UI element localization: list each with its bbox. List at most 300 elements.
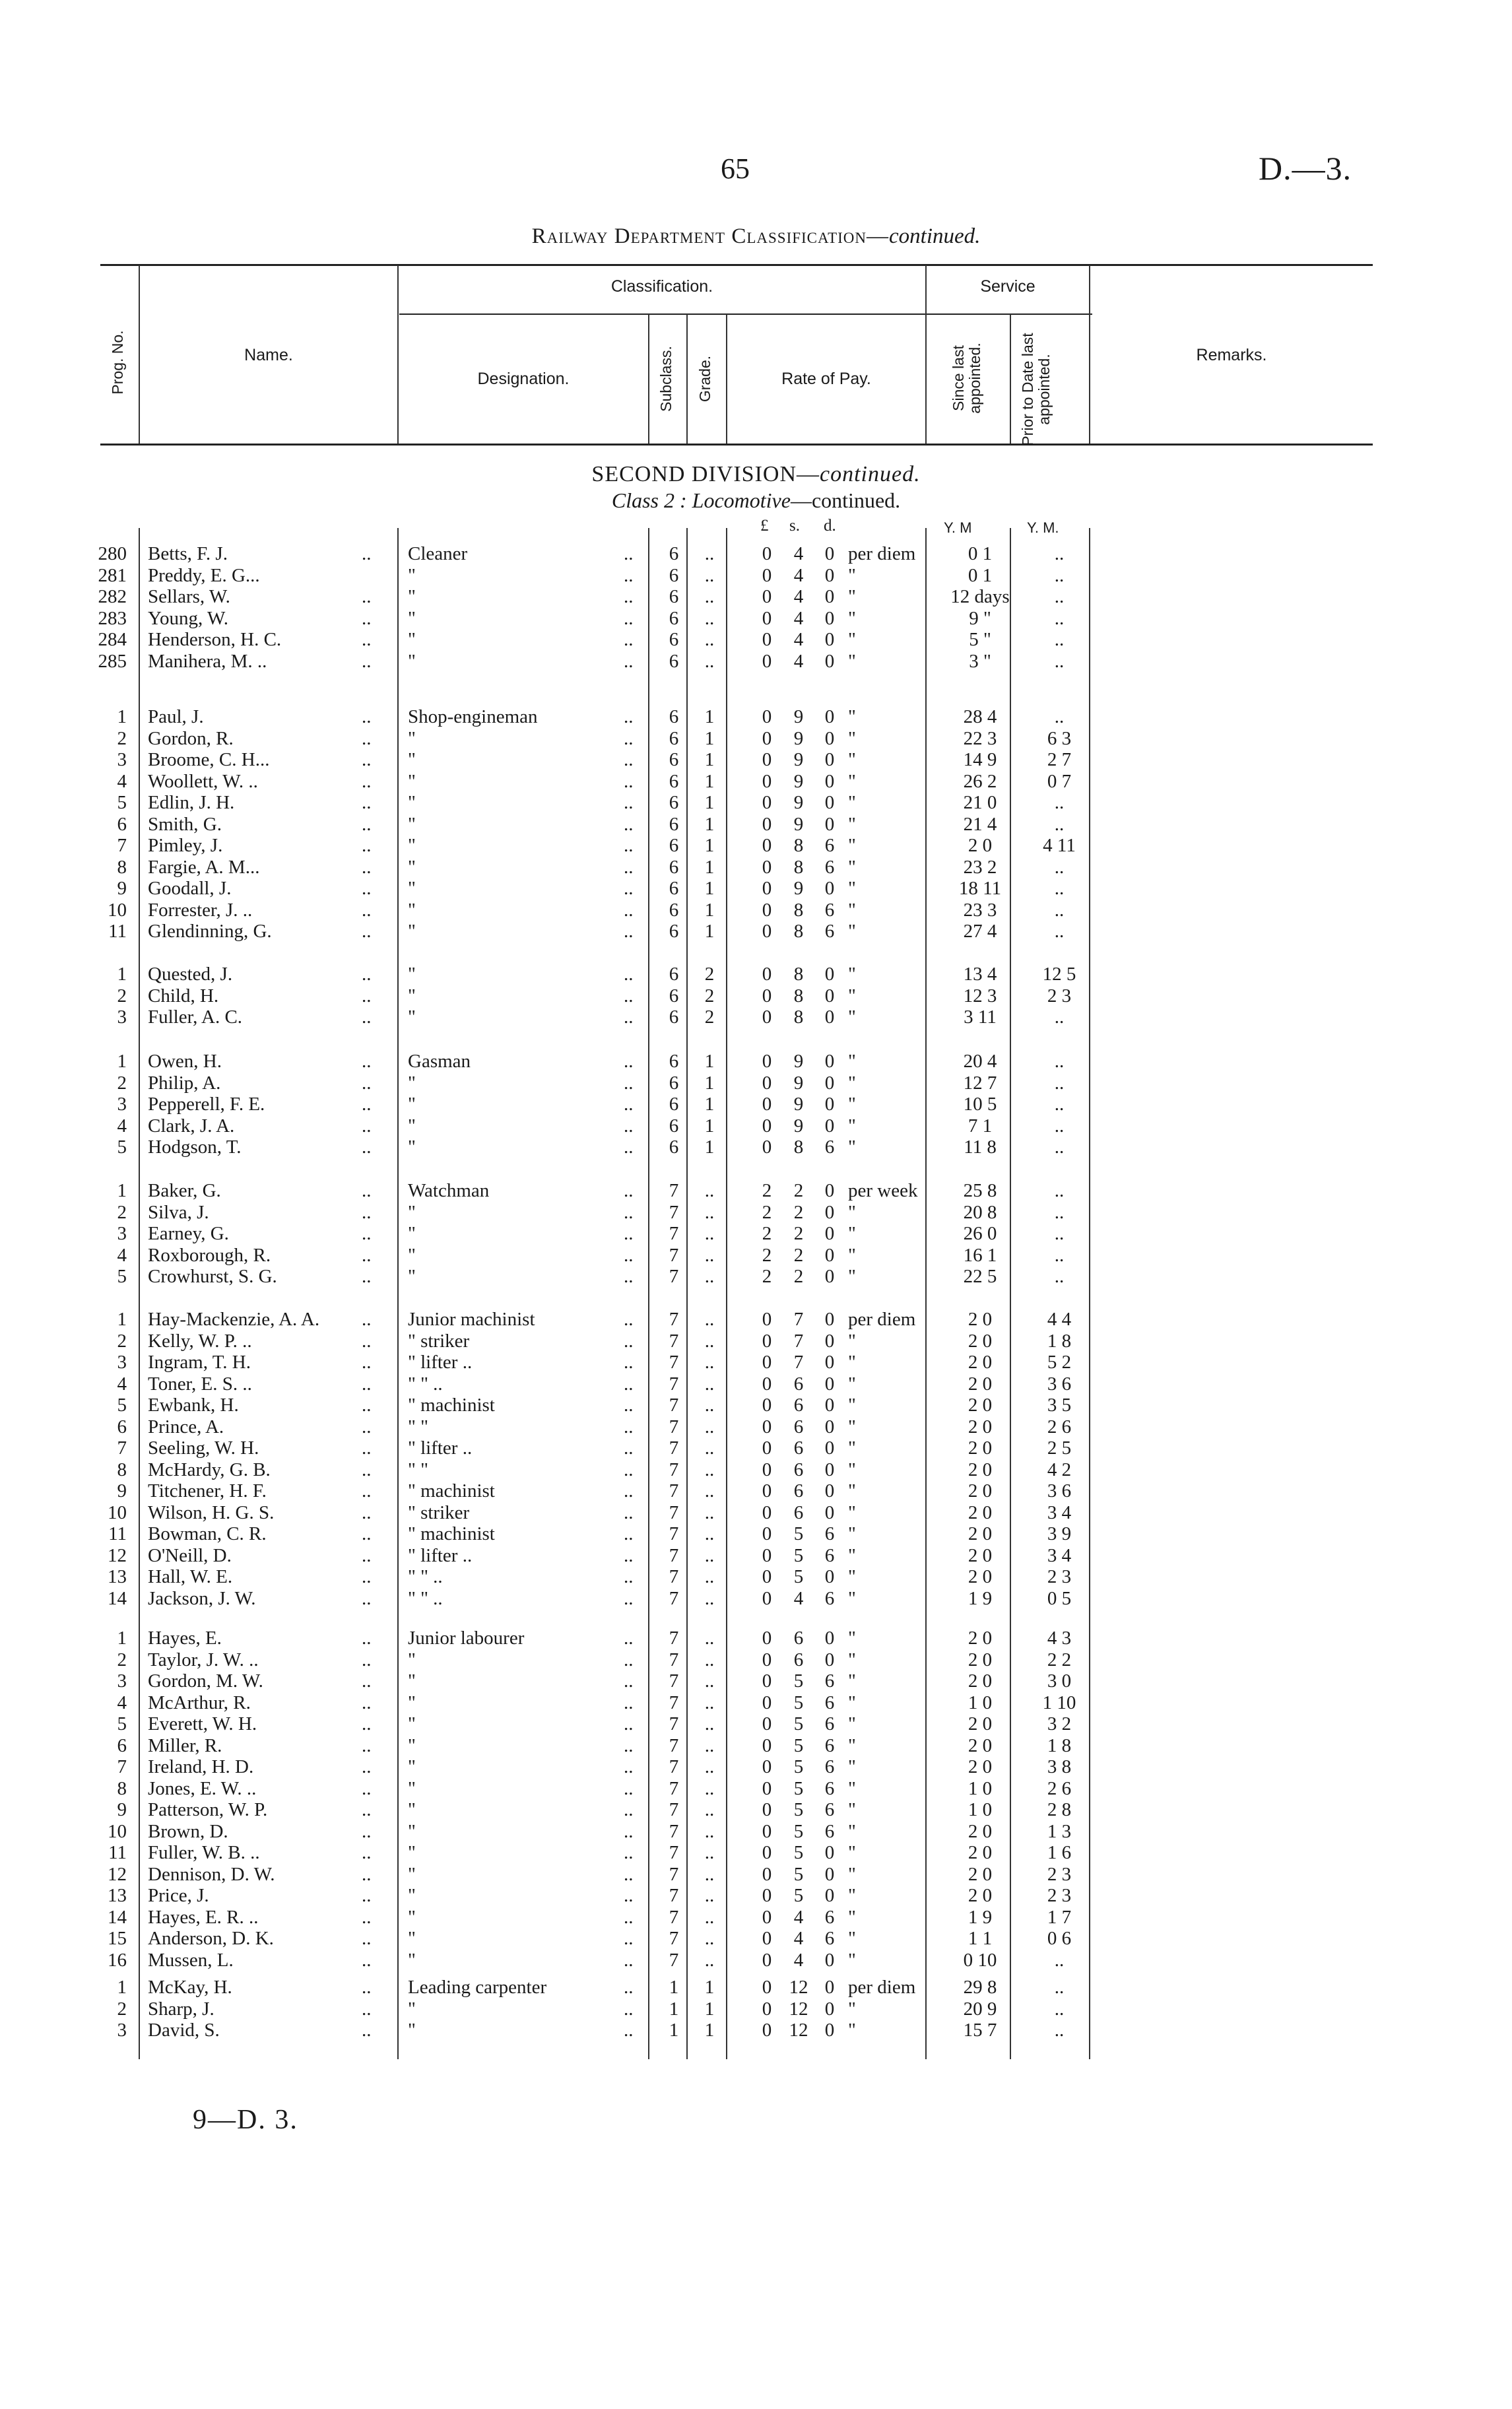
table-row bbox=[0, 1115, 1512, 1137]
subclass: 7 bbox=[669, 1416, 679, 1437]
pay-period: " bbox=[848, 1437, 856, 1459]
grade: .. bbox=[704, 1863, 715, 1885]
designation-leader: .. bbox=[624, 1094, 634, 1115]
designation: " bbox=[408, 1713, 416, 1734]
prog-no: 1 bbox=[117, 1180, 127, 1201]
table-row bbox=[0, 1588, 1512, 1609]
pay-pence: 0 bbox=[824, 727, 835, 749]
designation: " striker bbox=[408, 1330, 470, 1352]
grade: 2 bbox=[704, 964, 715, 985]
designation: " lifter .. bbox=[408, 1544, 473, 1566]
pay-pounds: 0 bbox=[762, 706, 772, 727]
name: McArthur, R. bbox=[148, 1692, 251, 1713]
pay-pence: 6 bbox=[824, 1928, 835, 1949]
designation-leader: .. bbox=[624, 792, 634, 813]
designation-leader: .. bbox=[624, 878, 634, 899]
service-since-last: 22 5 bbox=[963, 1266, 997, 1287]
pay-shillings: 12 bbox=[789, 2020, 808, 2041]
pay-pence: 0 bbox=[824, 1998, 835, 2020]
designation: " bbox=[408, 629, 416, 650]
designation-leader: .. bbox=[624, 1137, 634, 1158]
subclass: 7 bbox=[669, 1373, 679, 1395]
pay-pounds: 0 bbox=[762, 792, 772, 813]
grade: 1 bbox=[704, 1977, 715, 1998]
col-header-since-last: Since last appointed. bbox=[950, 343, 983, 414]
service-prior: 1 7 bbox=[1047, 1906, 1072, 1928]
pay-period: " bbox=[848, 964, 856, 985]
pay-shillings: 5 bbox=[793, 1713, 804, 1734]
service-since-last: 2 0 bbox=[968, 1309, 993, 1330]
name: Fargie, A. M... bbox=[148, 856, 260, 878]
pay-shillings: 9 bbox=[793, 1115, 804, 1137]
pay-shillings: 4 bbox=[793, 564, 804, 586]
pay-period: " bbox=[848, 1820, 856, 1842]
prog-no: 5 bbox=[117, 1713, 127, 1734]
pay-shillings: 5 bbox=[793, 1820, 804, 1842]
table-row bbox=[0, 1842, 1512, 1863]
designation-leader: .. bbox=[624, 1649, 634, 1670]
service-since-last: 2 0 bbox=[968, 1628, 993, 1649]
service-since-last: 2 0 bbox=[968, 1842, 993, 1863]
subclass: 6 bbox=[669, 835, 679, 856]
name-leader: .. bbox=[362, 1244, 372, 1266]
pay-shillings: 5 bbox=[793, 1566, 804, 1587]
pay-pence: 0 bbox=[824, 1885, 835, 1906]
prog-no: 282 bbox=[98, 586, 127, 607]
designation: " bbox=[408, 1223, 416, 1244]
name: Glendinning, G. bbox=[148, 921, 272, 942]
service-prior: 2 3 bbox=[1047, 1863, 1072, 1885]
grade: .. bbox=[704, 1906, 715, 1928]
table-row bbox=[0, 792, 1512, 813]
pay-pence: 0 bbox=[824, 1330, 835, 1352]
designation-leader: .. bbox=[624, 899, 634, 921]
name: Woollett, W. .. bbox=[148, 770, 258, 792]
designation: " bbox=[408, 1734, 416, 1756]
pay-pence: 0 bbox=[824, 1201, 835, 1223]
pay-shillings: 8 bbox=[793, 964, 804, 985]
table-header-bottom-rule bbox=[100, 444, 1373, 446]
pay-pence: 6 bbox=[824, 899, 835, 921]
table-row bbox=[0, 1223, 1512, 1244]
designation-leader: .. bbox=[624, 727, 634, 749]
table-row bbox=[0, 964, 1512, 985]
subclass: 7 bbox=[669, 1587, 679, 1609]
pay-pence: 6 bbox=[824, 1713, 835, 1734]
subclass: 6 bbox=[669, 650, 679, 672]
name-leader: .. bbox=[362, 1051, 372, 1072]
service-prior: 4 11 bbox=[1043, 835, 1076, 856]
service-since-last: 15 7 bbox=[963, 2020, 997, 2041]
pay-period: " bbox=[848, 650, 856, 672]
grade: 1 bbox=[704, 1115, 715, 1137]
service-since-last: 29 8 bbox=[963, 1977, 997, 1998]
subclass: 7 bbox=[669, 1480, 679, 1502]
designation-leader: .. bbox=[624, 1734, 634, 1756]
pay-pence: 6 bbox=[824, 1523, 835, 1544]
pay-shillings: 6 bbox=[793, 1416, 804, 1437]
designation: " bbox=[408, 964, 416, 985]
service-prior: .. bbox=[1054, 1115, 1065, 1137]
name-leader: .. bbox=[362, 2020, 372, 2041]
designation-leader: .. bbox=[624, 856, 634, 878]
name-leader: .. bbox=[362, 1628, 372, 1649]
designation: " bbox=[408, 813, 416, 835]
name-leader: .. bbox=[362, 629, 372, 650]
table-row bbox=[0, 1907, 1512, 1928]
designation: Junior labourer bbox=[408, 1628, 525, 1649]
pay-pounds: 0 bbox=[762, 1137, 772, 1158]
name: Kelly, W. P. .. bbox=[148, 1330, 252, 1352]
pay-pence: 0 bbox=[824, 770, 835, 792]
name: Hodgson, T. bbox=[148, 1137, 242, 1158]
name-leader: .. bbox=[362, 985, 372, 1006]
name-leader: .. bbox=[362, 607, 372, 629]
pay-pence: 0 bbox=[824, 1459, 835, 1480]
name-leader: .. bbox=[362, 1006, 372, 1028]
table-row bbox=[0, 1950, 1512, 1971]
table-row bbox=[0, 1692, 1512, 1713]
service-prior: 0 7 bbox=[1047, 770, 1072, 792]
name: Hayes, E. bbox=[148, 1628, 222, 1649]
col-header-designation: Designation. bbox=[477, 370, 570, 388]
grade: 1 bbox=[704, 1051, 715, 1072]
grade: 1 bbox=[704, 792, 715, 813]
prog-no: 8 bbox=[117, 1777, 127, 1799]
service-since-last: 2 0 bbox=[968, 1713, 993, 1734]
pay-pounds: 0 bbox=[762, 1330, 772, 1352]
service-prior: 5 2 bbox=[1047, 1352, 1072, 1373]
name: David, S. bbox=[148, 2020, 220, 2041]
name: Sellars, W. bbox=[148, 586, 230, 607]
table-row bbox=[0, 1566, 1512, 1587]
service-since-last: 23 2 bbox=[963, 856, 997, 878]
designation: " bbox=[408, 1670, 416, 1692]
designation: " machinist bbox=[408, 1523, 495, 1544]
subclass: 6 bbox=[669, 899, 679, 921]
pay-pence: 0 bbox=[824, 1094, 835, 1115]
grade: 1 bbox=[704, 878, 715, 899]
designation-leader: .. bbox=[624, 1416, 634, 1437]
table-row bbox=[0, 878, 1512, 899]
name-leader: .. bbox=[362, 1416, 372, 1437]
subclass: 6 bbox=[669, 921, 679, 942]
col-header-prog-no: Prog. No. bbox=[109, 330, 126, 395]
pay-pounds: 0 bbox=[762, 1820, 772, 1842]
pay-shillings: 9 bbox=[793, 1094, 804, 1115]
subclass: 7 bbox=[669, 1820, 679, 1842]
pay-shillings: 2 bbox=[793, 1266, 804, 1287]
designation-leader: .. bbox=[624, 1998, 634, 2020]
pay-shillings: 4 bbox=[793, 586, 804, 607]
service-prior: .. bbox=[1054, 813, 1065, 835]
pay-pounds: 0 bbox=[762, 835, 772, 856]
subclass: 7 bbox=[669, 1842, 679, 1863]
service-prior: 3 4 bbox=[1047, 1502, 1072, 1523]
pay-pence: 6 bbox=[824, 1799, 835, 1820]
designation-leader: .. bbox=[624, 706, 634, 727]
designation: " bbox=[408, 586, 416, 607]
service-prior: .. bbox=[1054, 1201, 1065, 1223]
pay-period: per week bbox=[848, 1180, 918, 1201]
pay-period: " bbox=[848, 727, 856, 749]
name: Clark, J. A. bbox=[148, 1115, 235, 1137]
designation-leader: .. bbox=[624, 607, 634, 629]
designation-leader: .. bbox=[624, 1692, 634, 1713]
designation-leader: .. bbox=[624, 1820, 634, 1842]
grade: 1 bbox=[704, 1094, 715, 1115]
pay-shillings: 6 bbox=[793, 1502, 804, 1523]
name: Everett, W. H. bbox=[148, 1713, 257, 1734]
grade: .. bbox=[704, 1587, 715, 1609]
prog-no: 16 bbox=[108, 1949, 127, 1971]
table-row bbox=[0, 1459, 1512, 1480]
document-title bbox=[0, 224, 1512, 249]
name: Sharp, J. bbox=[148, 1998, 214, 2020]
subclass: 1 bbox=[669, 2020, 679, 2041]
grade: .. bbox=[704, 1266, 715, 1287]
pay-pounds: 0 bbox=[762, 1977, 772, 1998]
service-since-last: 26 0 bbox=[963, 1223, 997, 1244]
prog-no: 8 bbox=[117, 1459, 127, 1480]
pay-pence: 0 bbox=[824, 1649, 835, 1670]
table-row bbox=[0, 1395, 1512, 1416]
pay-pounds: 0 bbox=[762, 1928, 772, 1949]
name: Quested, J. bbox=[148, 964, 233, 985]
table-row bbox=[0, 1998, 1512, 2020]
designation: " " .. bbox=[408, 1587, 443, 1609]
grade: .. bbox=[704, 1223, 715, 1244]
service-since-last: 1 9 bbox=[968, 1906, 993, 1928]
subclass: 7 bbox=[669, 1885, 679, 1906]
subclass: 1 bbox=[669, 1977, 679, 1998]
pay-shillings: 5 bbox=[793, 1734, 804, 1756]
prog-no: 12 bbox=[108, 1863, 127, 1885]
pay-pounds: 0 bbox=[762, 1480, 772, 1502]
name-leader: .. bbox=[362, 1566, 372, 1587]
pay-pounds: 0 bbox=[762, 629, 772, 650]
pay-shillings: 4 bbox=[793, 1949, 804, 1971]
service-since-last: 2 0 bbox=[968, 1523, 993, 1544]
pay-shillings: 2 bbox=[793, 1180, 804, 1201]
name: Roxborough, R. bbox=[148, 1244, 271, 1266]
pay-period: " bbox=[848, 1459, 856, 1480]
table-row bbox=[0, 706, 1512, 727]
pay-pounds: 0 bbox=[762, 1863, 772, 1885]
pay-shillings: 8 bbox=[793, 856, 804, 878]
service-since-last: 1 0 bbox=[968, 1799, 993, 1820]
name: Edlin, J. H. bbox=[148, 792, 235, 813]
grade: .. bbox=[704, 1395, 715, 1416]
designation-leader: .. bbox=[624, 1330, 634, 1352]
designation: " bbox=[408, 1649, 416, 1670]
subclass: 7 bbox=[669, 1437, 679, 1459]
service-since-last: 9 " bbox=[969, 607, 991, 629]
grade: .. bbox=[704, 1373, 715, 1395]
grade: 1 bbox=[704, 727, 715, 749]
designation: " bbox=[408, 1928, 416, 1949]
grade: 1 bbox=[704, 899, 715, 921]
pay-period: " bbox=[848, 1799, 856, 1820]
name: Gordon, R. bbox=[148, 727, 234, 749]
table-row bbox=[0, 1416, 1512, 1437]
service-prior: 3 0 bbox=[1047, 1670, 1072, 1692]
pay-shillings: 5 bbox=[793, 1523, 804, 1544]
designation: " bbox=[408, 1756, 416, 1777]
subclass: 7 bbox=[669, 1756, 679, 1777]
prog-no: 7 bbox=[117, 835, 127, 856]
table-row bbox=[0, 1437, 1512, 1459]
name-leader: .. bbox=[362, 1977, 372, 1998]
grade: 2 bbox=[704, 1006, 715, 1028]
pay-pounds: 0 bbox=[762, 650, 772, 672]
subclass: 6 bbox=[669, 1115, 679, 1137]
col-header-rate-of-pay: Rate of Pay. bbox=[781, 370, 871, 388]
grade: .. bbox=[704, 1949, 715, 1971]
service-prior: 3 4 bbox=[1047, 1544, 1072, 1566]
pay-pence: 0 bbox=[824, 749, 835, 770]
pay-shillings: 6 bbox=[793, 1649, 804, 1670]
designation-leader: .. bbox=[624, 1523, 634, 1544]
grade: .. bbox=[704, 1201, 715, 1223]
subclass: 1 bbox=[669, 1998, 679, 2020]
name-leader: .. bbox=[362, 899, 372, 921]
pay-pence: 0 bbox=[824, 1480, 835, 1502]
subclass: 7 bbox=[669, 1523, 679, 1544]
name: Ireland, H. D. bbox=[148, 1756, 254, 1777]
pay-shillings: 5 bbox=[793, 1692, 804, 1713]
pay-period: " bbox=[848, 1566, 856, 1587]
table-row bbox=[0, 1628, 1512, 1649]
pay-period: " bbox=[848, 985, 856, 1006]
prog-no: 281 bbox=[98, 564, 127, 586]
service-since-last: 16 1 bbox=[963, 1244, 997, 1266]
designation-leader: .. bbox=[624, 2020, 634, 2041]
table-row bbox=[0, 1502, 1512, 1523]
prog-no: 2 bbox=[117, 1998, 127, 2020]
service-since-last: 2 0 bbox=[968, 1670, 993, 1692]
designation: Shop-engineman bbox=[408, 706, 538, 727]
division-continued: continued. bbox=[820, 462, 921, 486]
pay-pence: 0 bbox=[824, 1502, 835, 1523]
subclass: 6 bbox=[669, 878, 679, 899]
pay-shillings: 9 bbox=[793, 727, 804, 749]
header-divider bbox=[1010, 314, 1011, 444]
pay-pence: 6 bbox=[824, 835, 835, 856]
pay-pounds: 0 bbox=[762, 1051, 772, 1072]
table-row bbox=[0, 771, 1512, 792]
prog-no: 7 bbox=[117, 1756, 127, 1777]
name: Goodall, J. bbox=[148, 878, 232, 899]
table-row bbox=[0, 1331, 1512, 1352]
pay-pounds: 0 bbox=[762, 607, 772, 629]
designation: " bbox=[408, 1998, 416, 2020]
name-leader: .. bbox=[362, 1459, 372, 1480]
grade: .. bbox=[704, 1777, 715, 1799]
subclass: 6 bbox=[669, 1006, 679, 1028]
subclass: 6 bbox=[669, 1072, 679, 1094]
service-since-last: 12 7 bbox=[963, 1072, 997, 1094]
name: Fuller, W. B. .. bbox=[148, 1842, 260, 1863]
name-leader: .. bbox=[362, 835, 372, 856]
service-prior: 2 3 bbox=[1047, 1885, 1072, 1906]
grade: .. bbox=[704, 1180, 715, 1201]
designation: " bbox=[408, 1006, 416, 1028]
pay-pounds: 0 bbox=[762, 1523, 772, 1544]
name-leader: .. bbox=[362, 650, 372, 672]
service-since-last: 21 0 bbox=[963, 792, 997, 813]
pay-period: " bbox=[848, 770, 856, 792]
service-since-last: 2 0 bbox=[968, 1416, 993, 1437]
prog-no: 2 bbox=[117, 1649, 127, 1670]
name-leader: .. bbox=[362, 1544, 372, 1566]
pay-period: " bbox=[848, 1330, 856, 1352]
name: Ewbank, H. bbox=[148, 1395, 239, 1416]
service-prior: .. bbox=[1054, 921, 1065, 942]
col-header-prior-to-date: Prior to Date last appointed. bbox=[1019, 333, 1053, 446]
table-top-rule bbox=[100, 264, 1373, 266]
designation-leader: .. bbox=[624, 1670, 634, 1692]
prog-no: 3 bbox=[117, 1006, 127, 1028]
pay-shillings: 2 bbox=[793, 1244, 804, 1266]
pay-shillings: 4 bbox=[793, 1587, 804, 1609]
pay-pence: 0 bbox=[824, 1006, 835, 1028]
name-leader: .. bbox=[362, 1734, 372, 1756]
pay-period: per diem bbox=[848, 543, 916, 564]
name: Jackson, J. W. bbox=[148, 1587, 256, 1609]
name-leader: .. bbox=[362, 878, 372, 899]
service-prior: 3 5 bbox=[1047, 1395, 1072, 1416]
service-prior: 3 6 bbox=[1047, 1373, 1072, 1395]
designation: " bbox=[408, 985, 416, 1006]
name-leader: .. bbox=[362, 1309, 372, 1330]
pay-pounds: 0 bbox=[762, 1006, 772, 1028]
pay-shillings: 7 bbox=[793, 1309, 804, 1330]
grade: .. bbox=[704, 1756, 715, 1777]
name: Child, H. bbox=[148, 985, 219, 1006]
designation-leader: .. bbox=[624, 1842, 634, 1863]
pay-pounds: 0 bbox=[762, 1649, 772, 1670]
name: Gordon, M. W. bbox=[148, 1670, 263, 1692]
grade: .. bbox=[704, 1244, 715, 1266]
grade: .. bbox=[704, 1842, 715, 1863]
designation: " bbox=[408, 1885, 416, 1906]
name-leader: .. bbox=[362, 813, 372, 835]
service-since-last: 2 0 bbox=[968, 1480, 993, 1502]
pay-period: " bbox=[848, 1885, 856, 1906]
pay-shillings: 6 bbox=[793, 1480, 804, 1502]
name: Seeling, W. H. bbox=[148, 1437, 259, 1459]
service-prior: .. bbox=[1054, 1266, 1065, 1287]
designation: " bbox=[408, 856, 416, 878]
table-row bbox=[0, 586, 1512, 607]
document-reference: D.—3. bbox=[1259, 150, 1352, 187]
pay-pence: 0 bbox=[824, 1051, 835, 1072]
name: Silva, J. bbox=[148, 1201, 209, 1223]
pay-period: " bbox=[848, 899, 856, 921]
subclass: 7 bbox=[669, 1201, 679, 1223]
designation: " bbox=[408, 749, 416, 770]
name-leader: .. bbox=[362, 543, 372, 564]
service-since-last: 2 0 bbox=[968, 1863, 993, 1885]
name: O'Neill, D. bbox=[148, 1544, 232, 1566]
service-since-last: 0 1 bbox=[968, 564, 993, 586]
grade: .. bbox=[704, 1566, 715, 1587]
pay-period: " bbox=[848, 1628, 856, 1649]
name: McKay, H. bbox=[148, 1977, 232, 1998]
designation: " bbox=[408, 1115, 416, 1137]
pay-pence: 6 bbox=[824, 1777, 835, 1799]
